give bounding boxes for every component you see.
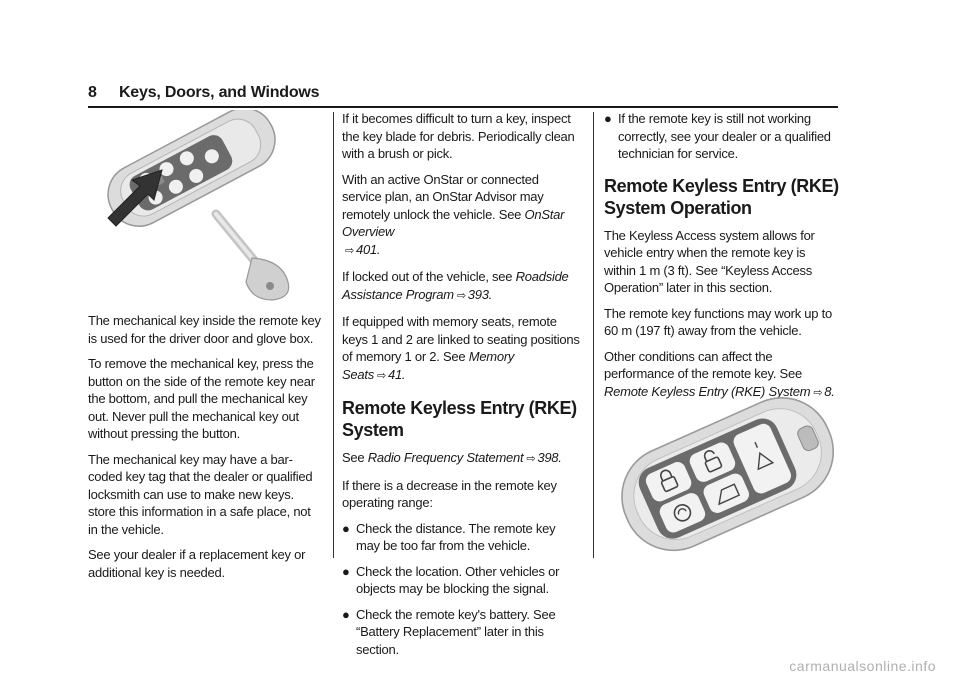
column-2 — [342, 110, 580, 666]
paragraph: With an active OnStar or connected service plan, an OnStar Advisor may remotely unlock the vehicle. See OnStar Overview ⇨ 401. — [342, 171, 565, 257]
list-item: ● Check the location. Other vehicles or objects may be blocking the signal. — [342, 563, 560, 596]
list-item: ● Check the distance. The remote key may be too far from the vehicle. — [342, 520, 556, 553]
cross-reference-link[interactable]: Radio Frequency Statement — [367, 450, 524, 465]
paragraph: The mechanical key may have a bar-coded key tag that the dealer or qualified locksmith can use to make new keys. store this information in a safe place, not in the vehicle. — [88, 451, 313, 537]
page-number: 8 — [88, 84, 97, 101]
mechanical-key-illustration — [92, 110, 324, 306]
paragraph: The Keyless Access system allows for vehicle entry when the remote key is within 1 m (3 ft). See “Keyless Access Operation” later in this section. — [604, 227, 815, 295]
bullet-icon: ● — [342, 520, 350, 536]
bullet-icon: ● — [342, 563, 350, 579]
paragraph: See your dealer if a replacement key or additional key is needed. — [88, 547, 306, 580]
bullet-icon: ● — [342, 606, 350, 622]
paragraph: If equipped with memory seats, remote keys 1 and 2 are linked to seating positions of memory 1 or 2. See Memory Seats ⇨ 41. — [342, 314, 580, 382]
section-heading: Remote Keyless Entry (RKE) System — [342, 398, 577, 440]
list-item: ● If the remote key is still not working correctly, see your dealer or a qualified technician for service. — [604, 111, 831, 161]
section-title: Keys, Doors, and Windows — [118, 84, 320, 101]
page-ref-arrow-icon: ⇨ — [813, 386, 823, 399]
paragraph: The mechanical key inside the remote key is used for the driver door and glove box. — [88, 313, 321, 346]
mechanical-key-blade — [216, 214, 289, 300]
paragraph: If locked out of the vehicle, see Roadside Assistance Program ⇨ 393. — [342, 269, 569, 302]
column-1 — [88, 312, 323, 589]
remote-key-fob-illustration — [612, 382, 844, 568]
page-reference[interactable]: 393. — [467, 286, 493, 302]
page-reference[interactable]: 398. — [537, 450, 562, 465]
bullet-icon: ● — [604, 111, 612, 126]
paragraph: If there is a decrease in the remote key operating range: — [342, 477, 557, 510]
section-heading: Remote Keyless Entry (RKE) System Operation — [604, 175, 839, 218]
cross-reference-link[interactable]: Roadside Assistance Program — [342, 269, 569, 302]
page-ref-arrow-icon: ⇨ — [526, 453, 536, 465]
page-reference[interactable]: 401. — [355, 241, 381, 257]
bullet-list — [604, 110, 840, 163]
column-divider — [333, 112, 334, 558]
column-3 — [604, 110, 840, 410]
paragraph: If it becomes difficult to turn a key, inspect the key blade for debris. Periodically clean with a brush or pick. — [342, 111, 575, 161]
column-divider — [593, 112, 594, 558]
list-item: ● Check the remote key's battery. See “Battery Replacement” later in this section. — [342, 606, 556, 657]
page-header — [88, 84, 838, 108]
page-ref-arrow-icon: ⇨ — [345, 244, 354, 257]
key-fob-top — [98, 110, 286, 237]
bullet-list — [342, 520, 580, 659]
paragraph: To remove the mechanical key, press the button on the side of the remote key near the bottom, and pull the mechanical key out. Never pull the mechanical key out without pressing the button. — [88, 356, 315, 441]
cross-reference-link[interactable]: Memory Seats — [342, 349, 515, 382]
paragraph: The remote key functions may work up to 60 m (197 ft) away from the vehicle. — [604, 305, 832, 338]
page-ref-arrow-icon: ⇨ — [456, 289, 466, 302]
paragraph: Other conditions can affect the performance of the remote key. See Remote Keyless Entry (RKE) System ⇨ 8. — [604, 348, 835, 399]
paragraph: See Radio Frequency Statement ⇨ 398. — [342, 450, 562, 465]
page-reference[interactable]: 8. — [824, 383, 835, 399]
cross-reference-link[interactable]: Remote Keyless Entry (RKE) System — [604, 383, 811, 399]
page-reference[interactable]: 41. — [387, 366, 406, 382]
page-ref-arrow-icon: ⇨ — [377, 369, 386, 382]
watermark: carmanualsonline.info — [789, 658, 936, 674]
cross-reference-link[interactable]: OnStar Overview — [342, 206, 565, 239]
